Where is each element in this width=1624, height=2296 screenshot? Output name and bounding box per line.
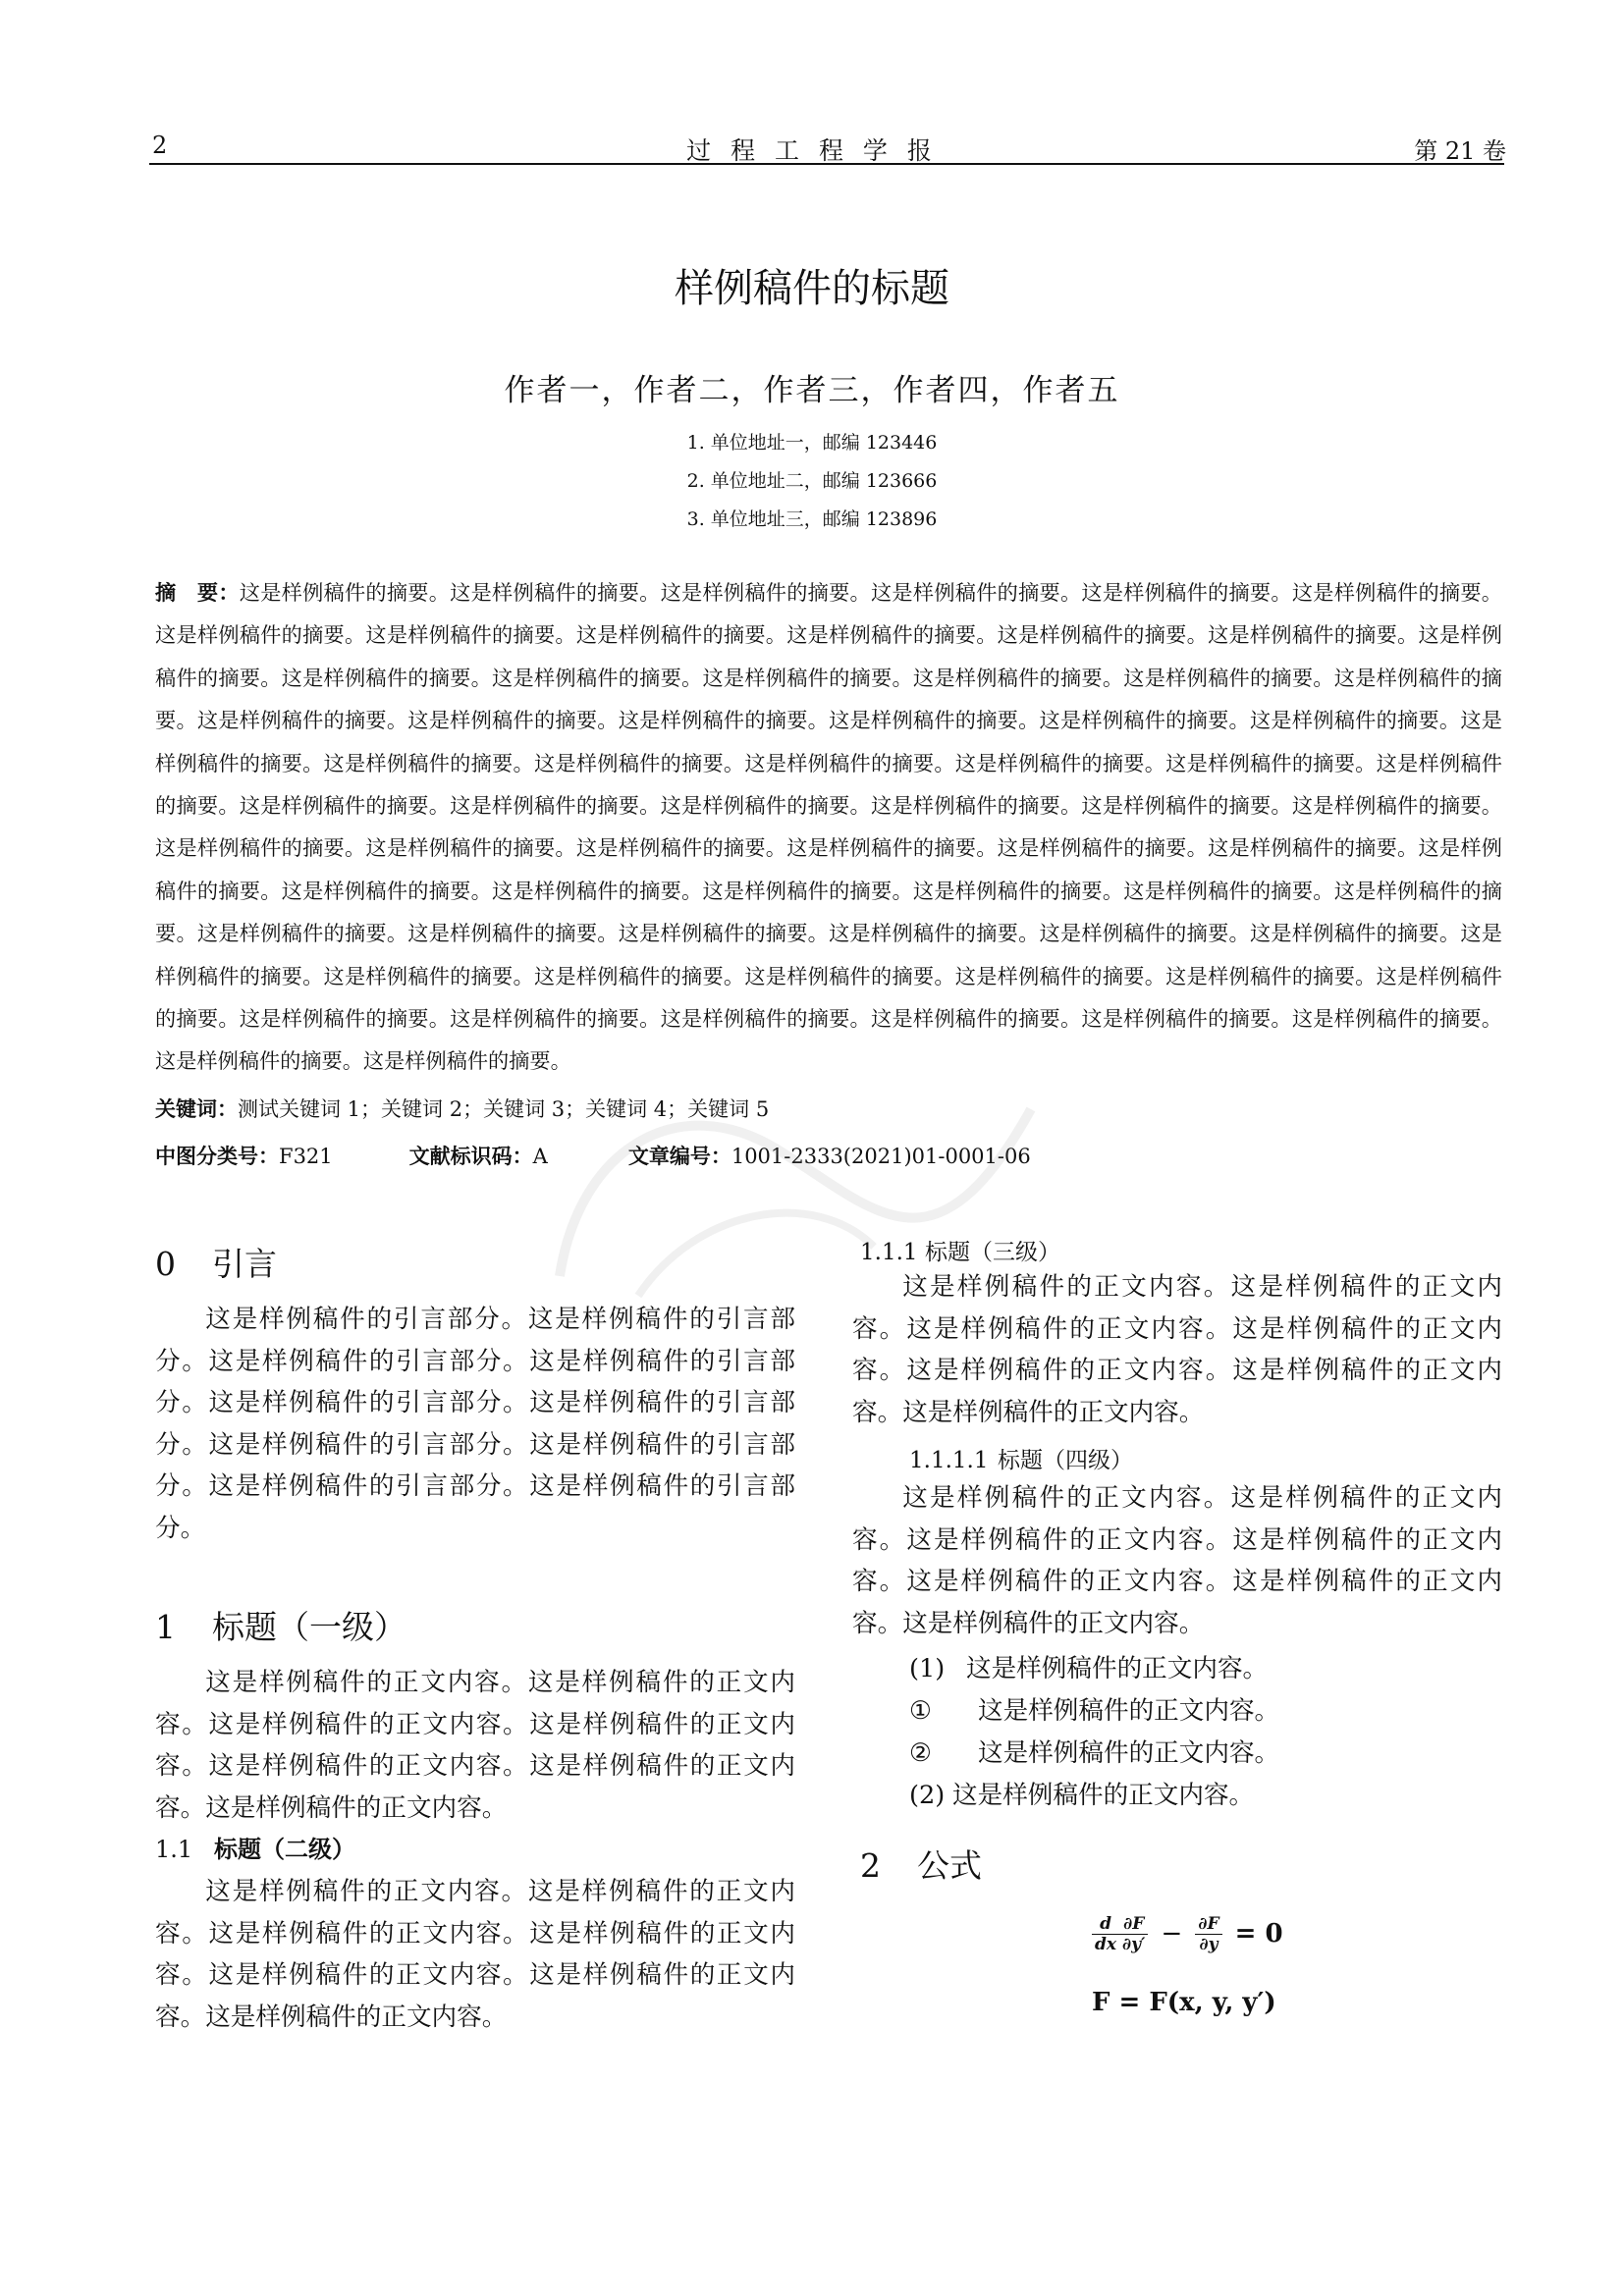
abstract-text: 这是样例稿件的摘要。这是样例稿件的摘要。这是样例稿件的摘要。这是样例稿件的摘要。这是样例稿件的摘要。这是样例稿件的摘要。这是样例稿件的摘要。这是样例稿件的摘要。这是样例稿件的摘要。这是样例稿件的摘要。这是样例稿件的摘要。这是样例稿件的摘要。这是样例稿件的摘要。这是样例稿件的摘要。这是样例稿件的摘要。这是样例稿件的摘要。这是样例稿件的摘要。这是样例稿件的摘要。这是样例稿件的摘要。这是样例稿件的摘要。这是样例稿件的摘要。这是样例稿件的摘要。这是样例稿件的摘要。这是样例稿件的摘要。这是样例稿件的摘要。这是样例稿件的摘要。这是样例稿件的摘要。这是样例稿件的摘要。这是样例稿件的摘要。这是样例稿件的摘要。这是样例稿件的摘要。这是样例稿件的摘要。这是样例稿件的摘要。这是样例稿件的摘要。这是样例稿件的摘要。这是样例稿件的摘要。这是样例稿件的摘要。这是样例稿件的摘要。这是样例稿件的摘要。这是样例稿件的摘要。这是样例稿件的摘要。这是样例稿件的摘要。这是样例稿件的摘要。这是样例稿件的摘要。这是样例稿件的摘要。这是样例稿件的摘要。这是样例稿件的摘要。这是样例稿件的摘要。这是样例稿件的摘要。这是样例稿件的摘要。这是样例稿件的摘要。这是样例稿件的摘要。这是样例稿件的摘要。这是样例稿件的摘要。这是样例稿件的摘要。这是样例稿件的摘要。这是样例稿件的摘要。这是样例稿件的摘要。这是样例稿件的摘要。这是样例稿件的摘要。这是样例稿件的摘要。这是样例稿件的摘要。这是样例稿件的摘要。这是样例稿件的摘要。这是样例稿件的摘要。这是样例稿件的摘要。这是样例稿件的摘要。这是样例稿件的摘要。这是样例稿件的摘要。这是样例稿件的摘要。这是样例稿件的摘要。这是样例稿件的摘要。 (155, 580, 1502, 1074)
subsection-1-1-1-paragraph: 这是样例稿件的正文内容。这是样例稿件的正文内容。这是样例稿件的正文内容。这是样例稿件的正文内容。这是样例稿件的正文内容。这是样例稿件的正文内容。这是样例稿件的正文内容。 (852, 1272, 1502, 1427)
affiliation-2: 2. 单位地址二，邮编 123666 (686, 470, 938, 492)
list-marker: (1) (909, 1654, 946, 1683)
subsection-number: 1.1.1 (860, 1240, 918, 1265)
subsection-heading-1-1-1-1 (909, 1442, 1133, 1474)
affiliation-3: 3. 单位地址三，邮编 123896 (686, 508, 938, 530)
header-rule (149, 163, 1504, 165)
fraction-dF-dyprime: $\frac{\partial F}{\partial y'}$ (1119, 1914, 1148, 1954)
subsection-number: 1.1.1.1 (909, 1448, 989, 1473)
equation-2: F = F(x, y, y′) (1092, 1988, 1276, 2017)
article-number-label: 文章编号： (627, 1145, 731, 1168)
section-heading-2 (860, 1841, 982, 1887)
section-number: 0 (155, 1245, 176, 1283)
list-marker: (2) (909, 1781, 946, 1810)
list-marker: ① (909, 1696, 932, 1726)
abstract (155, 571, 1502, 1083)
equation-1: $\frac{d}{dx}$ $\frac{\partial F}{\partial y'}$ − $\frac{\partial F}{\partial y}$ = 0 (1092, 1914, 1283, 1954)
section-title: 公式 (917, 1846, 982, 1885)
list-text: 这是样例稿件的正文内容。 (966, 1654, 1269, 1683)
section-title: 引言 (212, 1245, 277, 1283)
fraction-d-dx: $\frac{d}{dx}$ (1092, 1914, 1119, 1954)
clc-value: F321 (279, 1145, 333, 1168)
keywords-text: 测试关键词 1；关键词 2；关键词 3；关键词 4；关键词 5 (238, 1097, 770, 1121)
subsection-1-1-1-1-paragraph: 这是样例稿件的正文内容。这是样例稿件的正文内容。这是样例稿件的正文内容。这是样例稿件的正文内容。这是样例稿件的正文内容。这是样例稿件的正文内容。这是样例稿件的正文内容。 (852, 1483, 1502, 1638)
volume-label: 第 21 卷 (1414, 137, 1506, 165)
section-title: 标题（一级） (212, 1608, 406, 1646)
list-marker: ② (909, 1738, 932, 1768)
section-number: 1 (155, 1608, 176, 1646)
list-item (909, 1691, 1279, 1727)
fraction-dF-dy: $\frac{\partial F}{\partial y}$ (1195, 1914, 1221, 1954)
list-item (909, 1649, 1268, 1684)
subsection-heading-1-1 (155, 1830, 355, 1864)
keywords-label: 关键词： (155, 1097, 238, 1121)
equation-rhs: = 0 (1234, 1918, 1283, 1949)
section-heading-1 (155, 1602, 406, 1648)
article-number-value: 1001-2333(2021)01-0001-06 (731, 1145, 1031, 1168)
intro-paragraph: 这是样例稿件的引言部分。这是样例稿件的引言部分。这是样例稿件的引言部分。这是样例稿件的引言部分。这是样例稿件的引言部分。这是样例稿件的引言部分。这是样例稿件的引言部分。这是样例稿件的引言部分。这是样例稿件的引言部分。这是样例稿件的引言部分。 (155, 1305, 795, 1543)
paper-title: 样例稿件的标题 (675, 266, 949, 311)
list-text: 这是样例稿件的正文内容。 (978, 1738, 1280, 1768)
subsection-number: 1.1 (155, 1836, 193, 1863)
doc-code-label: 文献标识码： (408, 1145, 533, 1168)
section-1-paragraph: 这是样例稿件的正文内容。这是样例稿件的正文内容。这是样例稿件的正文内容。这是样例稿件的正文内容。这是样例稿件的正文内容。这是样例稿件的正文内容。这是样例稿件的正文内容。 (155, 1668, 795, 1823)
section-heading-intro (155, 1239, 277, 1285)
clc-label: 中图分类号： (155, 1145, 279, 1168)
subsection-heading-1-1-1 (860, 1234, 1060, 1266)
abstract-label: 摘 要： (155, 580, 240, 605)
page-number: 2 (152, 132, 168, 159)
subsection-title: 标题（三级） (925, 1240, 1060, 1265)
section-number: 2 (860, 1846, 881, 1885)
subsection-title: 标题（四级） (998, 1448, 1133, 1473)
doc-code-value: A (532, 1145, 548, 1168)
journal-name: 过 程 工 程 学 报 (686, 136, 938, 165)
list-text: 这是样例稿件的正文内容。 (952, 1781, 1255, 1810)
subsection-1-1-paragraph: 这是样例稿件的正文内容。这是样例稿件的正文内容。这是样例稿件的正文内容。这是样例稿件的正文内容。这是样例稿件的正文内容。这是样例稿件的正文内容。这是样例稿件的正文内容。 (155, 1877, 795, 2032)
list-text: 这是样例稿件的正文内容。 (978, 1696, 1280, 1726)
author-list: 作者一，作者二，作者三，作者四，作者五 (504, 373, 1120, 408)
subsection-title: 标题（二级） (214, 1836, 355, 1863)
affiliation-1: 1. 单位地址一，邮编 123446 (686, 432, 938, 454)
list-item (909, 1734, 1279, 1769)
list-item (909, 1776, 1254, 1811)
